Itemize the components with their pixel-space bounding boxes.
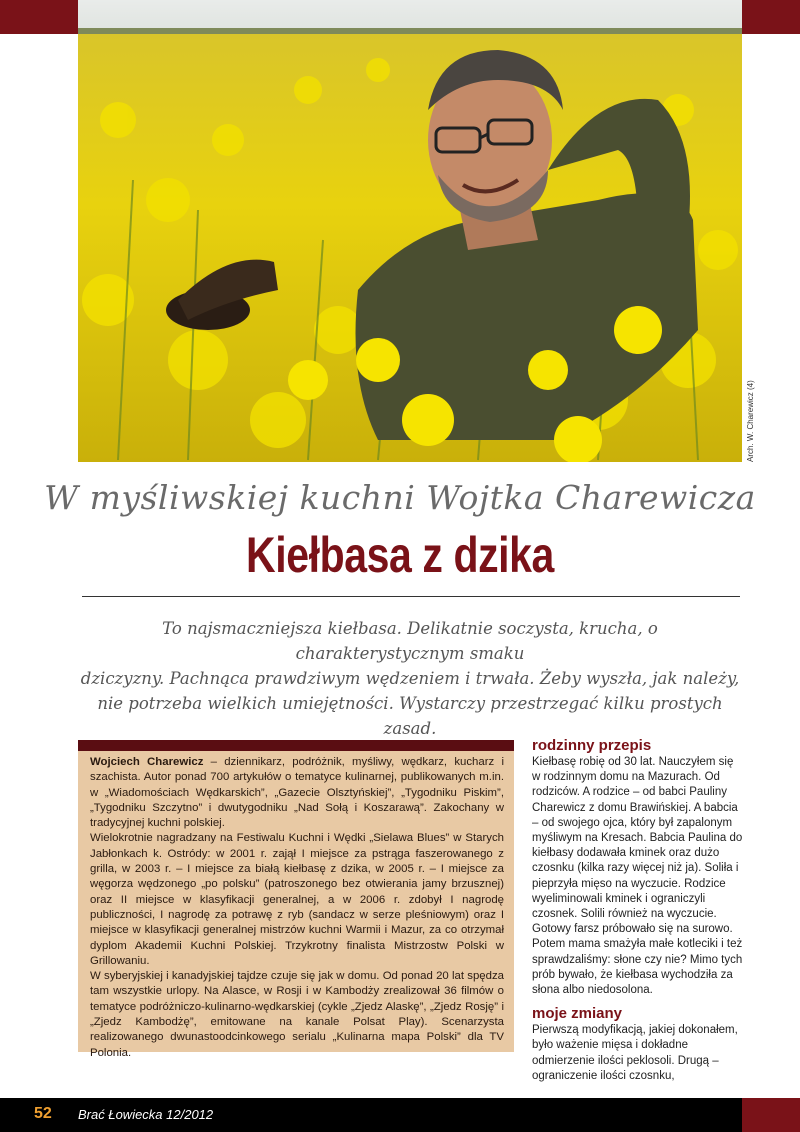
corner-tab-right bbox=[742, 0, 800, 34]
article-subtitle: W myśliwskiej kuchni Wojtka Charewicza bbox=[44, 478, 756, 517]
author-name: Wojciech Charewicz bbox=[90, 756, 204, 768]
section-heading-family-recipe: rodzinny przepis bbox=[532, 737, 652, 754]
bio-paragraph-1-text: – dziennikarz, podróżnik, myśliwy, wędkarz, kucharz i szachista. Autor ponad 700 artykułów o tematyce kulinarnej, publikowanych m.in. w „Wiadomościach Wędkarskich”, „Gazecie Olsztyńskiej”, „Tygodniku Piskim”, „Tygodniku Szczytno” i dwutygodniku „Nad Sołą i Koszarawą”. Zakochany w tradycyjnej kuchni polskiej. bbox=[90, 756, 504, 830]
rapeseed-field-illustration bbox=[78, 0, 742, 462]
bio-paragraph-2: Wielokrotnie nagradzany na Festiwalu Kuchni i Wędki „Sielawa Blues” w Starych Jabłonkach k. Ostródy: w 2001 r. zajął I miejsce za pstrąga faszerowanego z grilla, w 2003 r. – I miejsce za białą kiełbasę z dzika, w 2005 r. – I miejsce za węgorza wędzonego „po polsku” (patroszonego bez otwierania jamy brzusznej) oraz II miejsce w klasyfikacji generalnej, a w 2006 r. zdobył I nagrodę publiczności, I nagrodę za potrawę z ryb (sandacz w serze pleśniowym) oraz I miejsce w klasyfikacji generalnej mistrzów kuchni Warmii i Mazur, za co otrzymał dyplom Akademii Kuchni Polskiej. Trzykrotny finalista Mistrzostw Polski w Grillowaniu. bbox=[90, 832, 504, 967]
corner-tab-left bbox=[0, 0, 78, 34]
author-bio-box bbox=[78, 740, 514, 1059]
magazine-issue: Brać Łowiecka 12/2012 bbox=[78, 1107, 214, 1122]
title-divider bbox=[82, 596, 740, 597]
bio-box-header-bar bbox=[78, 740, 514, 751]
lead-line-2: dziczyzny. Pachnąca prawdziwym wędzeniem i trwała. Żeby wyszła, jak należy, bbox=[80, 669, 740, 688]
bio-text bbox=[90, 755, 504, 1061]
lead-line-3: nie potrzeba wielkich umiejętności. Wystarczy przestrzegać kilku prostych zasad. bbox=[97, 694, 723, 738]
photo-credit: Arch. W. Charewicz (4) bbox=[746, 380, 755, 462]
bio-paragraph-1 bbox=[90, 755, 504, 831]
article-title: Kiełbasa z dzika bbox=[246, 527, 554, 583]
lead-line-1: To najsmaczniejsza kiełbasa. Delikatnie soczysta, krucha, o charakterystycznym smaku bbox=[162, 619, 658, 663]
article-lead bbox=[80, 616, 740, 741]
section-heading-my-changes: moje zmiany bbox=[532, 1005, 623, 1023]
footer-corner-tab bbox=[742, 1098, 800, 1132]
page-number: 52 bbox=[34, 1105, 52, 1122]
bio-paragraph-3: W syberyjskiej i kanadyjskiej tajdze czuje się jak w domu. Od ponad 20 lat spędza tam wszystkie urlopy. Na Alasce, w Rosji i w Kambodży zrealizował 36 filmów o tematyce podróżniczo-kulinarno-wędkarskiej (cykle „Zjedz Alaskę”, „Zjedz Rosję” i „Zjedz Kambodżę”, emitowane na kanale Polsat Play). Scenarzysta realizowanego dwunastoodcinkowego serialu „Kulinarna mapa Polski” dla TV Polonia. bbox=[90, 970, 504, 1059]
hero-photo bbox=[78, 0, 742, 462]
my-changes-text: Pierwszą modyfikacją, jakiej dokonałem, było ważenie mięsa i dokładne odmierzenie ilości peklosoli. Drugą – ograniczenie ilości czosnku, bbox=[532, 1024, 738, 1082]
recipe-column bbox=[532, 736, 744, 1088]
family-recipe-text: Kiełbasę robię od 30 lat. Nauczyłem się w rodzinnym domu na Mazurach. Od rodziców. A rodzice – od babci Pauliny Charewicz z domu Brawińskiej. A babcia – od swojego ojca, który był zapalonym myśliwym na Kresach. Babcia Paulina do kiełbasy dodawała kminek oraz dużo czosnku (kilka razy więcej niż ja). Soliła i pieprzyła mięso na wyczucie. Rodzice wyeliminowali kminek i ograniczyli czosnek. Solili również na wyczucie. Gotowy farsz próbowało się na surowo. Potem mama smażyła małe kotleciki i też sprawdzaliśmy: słone czy nie? Mimo tych prób bywało, że kiełbasa wychodziła za słona albo niedosolona. bbox=[532, 756, 743, 997]
